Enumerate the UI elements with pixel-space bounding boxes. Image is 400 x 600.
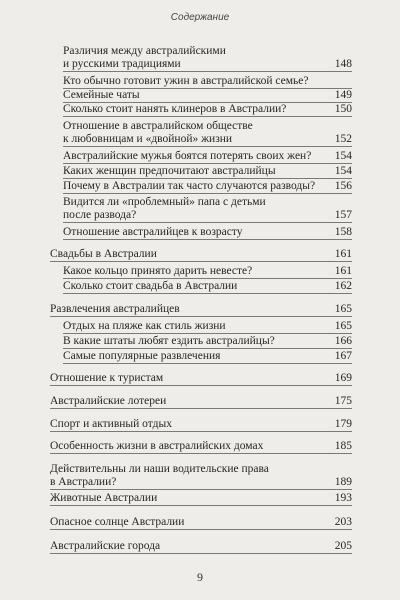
toc-title-line: Различия между австралийскими — [63, 45, 226, 57]
toc-title-line: Спорт и активный отдых — [50, 418, 172, 430]
toc-page-number: 189 — [334, 475, 352, 488]
toc-rule — [50, 453, 352, 454]
toc-rule — [63, 193, 352, 194]
toc-page-number: 154 — [334, 150, 352, 162]
toc-rule — [63, 146, 352, 147]
toc-rule — [63, 222, 352, 223]
toc-title-line: В какие штаты любят ездить австралийцы? — [63, 335, 275, 347]
toc-title-line: Почему в Австралии так часто случаются разводы? — [63, 180, 316, 192]
toc-rule — [50, 385, 352, 386]
toc-page-number: 149 — [334, 89, 352, 101]
toc-rule — [50, 316, 352, 317]
toc-title-line: Каких женщин предпочитают австралийцы — [63, 165, 276, 177]
toc-title-line: к любовницам и «двойной» жизни — [63, 132, 233, 145]
toc-rule — [50, 489, 352, 490]
page-number: 9 — [197, 570, 203, 584]
toc-page-number: 157 — [334, 208, 352, 221]
toc-title-line: Видится ли «проблемный» папа с детьми — [63, 196, 266, 208]
toc-title-line: Животные Австралии — [50, 492, 158, 504]
toc-title-line: в Австралии? — [50, 475, 117, 488]
toc-title-line: Сколько стоит свадьба в Австралии — [63, 280, 238, 292]
toc-rule — [50, 408, 352, 409]
toc-rule — [63, 333, 352, 334]
toc-title-line: Особенность жизни в австралийских домах — [50, 440, 264, 452]
page-header: Содержание — [170, 12, 230, 23]
toc-title-line: Отношение австралийцев к возрасту — [63, 226, 243, 238]
toc-title-line: Сколько стоит нанять клинеров в Австралии? — [63, 103, 287, 115]
toc-page-number: 161 — [334, 265, 352, 277]
toc-rule — [63, 163, 352, 164]
toc-rule — [63, 71, 352, 72]
toc-page-number: 169 — [334, 372, 352, 384]
toc-title-line: Австралийские города — [50, 540, 161, 552]
toc-page-number: 165 — [334, 320, 352, 332]
toc-title-line: Кто обычно готовит ужин в австралийской семье? — [63, 75, 309, 87]
toc-page-number: 152 — [334, 132, 352, 145]
toc-title-line: Отдых на пляже как стиль жизни — [63, 320, 226, 332]
toc-title-line: Семейные чаты — [63, 89, 140, 101]
toc-rule — [50, 529, 352, 530]
toc-rule — [63, 116, 352, 117]
toc-title-line: после развода? — [63, 208, 137, 221]
toc-page-number: 179 — [334, 418, 352, 430]
toc-rule — [63, 239, 352, 240]
toc-page-number: 156 — [334, 180, 352, 192]
toc-title-line: и русскими традициями — [63, 57, 181, 70]
toc-rule — [63, 293, 352, 294]
toc-title-line: Какое кольцо принято дарить невесте? — [63, 265, 253, 277]
toc-page-number: 167 — [334, 350, 352, 362]
toc-rule — [63, 178, 352, 179]
toc-page-number: 165 — [334, 303, 352, 315]
toc-page-number: 203 — [334, 516, 352, 528]
toc-page-number: 148 — [334, 57, 352, 70]
toc-page-number: 161 — [334, 248, 352, 260]
toc-title-line: Свадьбы в Австралии — [50, 248, 157, 260]
toc-title-line: Самые популярные развлечения — [63, 350, 221, 362]
toc-rule — [50, 505, 352, 506]
toc-page-number: 154 — [334, 165, 352, 177]
toc-page-number: 205 — [334, 540, 352, 552]
toc-title-line: Опасное солнце Австралии — [50, 516, 185, 528]
toc-rule — [50, 261, 352, 262]
toc-rule — [50, 553, 352, 554]
toc-title-line: Отношение к туристам — [50, 372, 164, 384]
toc-title-line: Австралийские мужья боятся потерять своих жен? — [63, 150, 312, 162]
toc-rule — [63, 363, 352, 364]
toc-page-number: 193 — [334, 492, 352, 504]
toc-page-number: 150 — [334, 103, 352, 115]
toc-title-line: Действительны ли наши водительские права — [50, 463, 269, 475]
toc-title-line: Развлечения австралийцев — [50, 303, 180, 315]
toc-rule — [63, 348, 352, 349]
toc-title-line: Австралийские лотереи — [50, 395, 167, 407]
toc-rule — [63, 278, 352, 279]
toc-page-number: 175 — [334, 395, 352, 407]
toc-page-number: 185 — [334, 440, 352, 452]
toc-page-number: 158 — [334, 226, 352, 238]
toc-title-line: Отношение в австралийском обществе — [63, 120, 253, 132]
toc-page-number: 166 — [334, 335, 352, 347]
toc-rule — [50, 431, 352, 432]
toc-page-number: 162 — [334, 280, 352, 292]
